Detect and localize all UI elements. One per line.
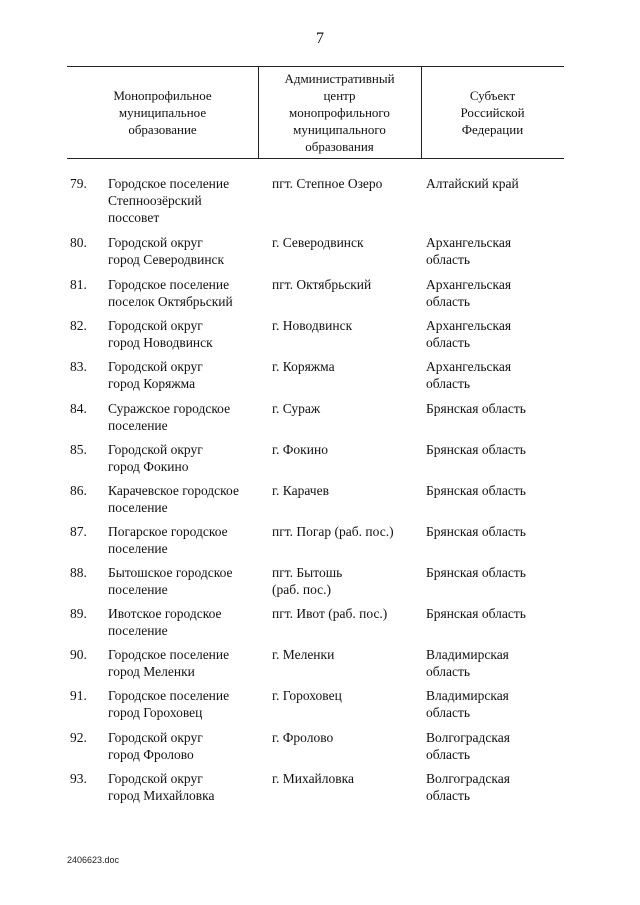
header-label-admin-center: Административный центр монопрофильного муниципального образования: [284, 70, 395, 154]
row-admin-center: г. Меленки: [272, 647, 335, 662]
row-admin-center: г. Фокино: [272, 442, 328, 457]
row-subject: Брянская область: [426, 524, 526, 539]
row-subject: Владимирская область: [426, 688, 509, 720]
row-admin-center: пгт. Октябрьский: [272, 277, 372, 292]
row-admin-center: г. Коряжма: [272, 359, 335, 374]
row-municipality: Бытошское городское поселение: [108, 565, 233, 597]
row-number: 84.: [70, 401, 87, 416]
row-municipality: Городское поселение Степноозёрский поссовет: [108, 176, 230, 225]
row-subject: Архангельская область: [426, 235, 512, 267]
row-municipality: Карачевское городское поселение: [108, 483, 239, 515]
row-admin-center: г. Гороховец: [272, 688, 342, 703]
row-admin-center: г. Фролово: [272, 730, 334, 745]
row-admin-center: г. Карачев: [272, 483, 329, 498]
row-number: 80.: [70, 235, 87, 250]
row-municipality: Погарское городское поселение: [108, 524, 228, 556]
header-label-municipality: Монопрофильное муниципальное образование: [113, 87, 212, 137]
row-number: 81.: [70, 277, 87, 292]
row-municipality: Городской округ город Северодвинск: [108, 235, 225, 267]
row-admin-center: г. Северодвинск: [272, 235, 364, 250]
row-subject: Алтайский край: [426, 176, 519, 191]
row-number: 79.: [70, 176, 87, 191]
row-number: 91.: [70, 688, 87, 703]
document-filename: 2406623.doc: [67, 855, 120, 865]
row-subject: Брянская область: [426, 606, 526, 621]
row-municipality: Городской округ город Коряжма: [108, 359, 203, 391]
row-number: 93.: [70, 771, 87, 786]
row-number: 90.: [70, 647, 87, 662]
row-municipality: Ивотское городское поселение: [108, 606, 222, 638]
row-number: 82.: [70, 318, 87, 333]
header-label-subject: Субъект Российской Федерации: [460, 87, 525, 137]
row-municipality: Городской округ город Фролово: [108, 730, 203, 762]
row-municipality: Городское поселение город Гороховец: [108, 688, 230, 720]
row-municipality: Суражское городское поселение: [108, 401, 231, 433]
row-subject: Владимирская область: [426, 647, 509, 679]
page-number: 7: [316, 30, 324, 47]
row-number: 88.: [70, 565, 87, 580]
row-admin-center: пгт. Степное Озеро: [272, 176, 383, 191]
row-admin-center: пгт. Ивот (раб. пос.): [272, 606, 388, 621]
row-number: 92.: [70, 730, 87, 745]
row-municipality: Городской округ город Фокино: [108, 442, 203, 474]
row-subject: Архангельская область: [426, 277, 512, 309]
row-admin-center: пгт. Погар (раб. пос.): [272, 524, 394, 539]
row-admin-center: г. Новодвинск: [272, 318, 353, 333]
row-admin-center: г. Сураж: [272, 401, 321, 416]
row-number: 85.: [70, 442, 87, 457]
row-municipality: Городской округ город Новодвинск: [108, 318, 213, 350]
row-number: 89.: [70, 606, 87, 621]
row-subject: Брянская область: [426, 442, 526, 457]
row-admin-center: пгт. Бытошь (раб. пос.): [272, 565, 343, 597]
row-subject: Волгоградская область: [426, 730, 510, 762]
row-subject: Брянская область: [426, 483, 526, 498]
row-number: 87.: [70, 524, 87, 539]
row-municipality: Городской округ город Михайловка: [108, 771, 215, 803]
row-admin-center: г. Михайловка: [272, 771, 354, 786]
row-subject: Волгоградская область: [426, 771, 510, 803]
row-subject: Брянская область: [426, 401, 526, 416]
row-subject: Архангельская область: [426, 318, 512, 350]
row-number: 83.: [70, 359, 87, 374]
row-municipality: Городское поселение город Меленки: [108, 647, 230, 679]
row-subject: Брянская область: [426, 565, 526, 580]
row-municipality: Городское поселение поселок Октябрьский: [108, 277, 233, 309]
row-subject: Архангельская область: [426, 359, 512, 391]
row-number: 86.: [70, 483, 87, 498]
